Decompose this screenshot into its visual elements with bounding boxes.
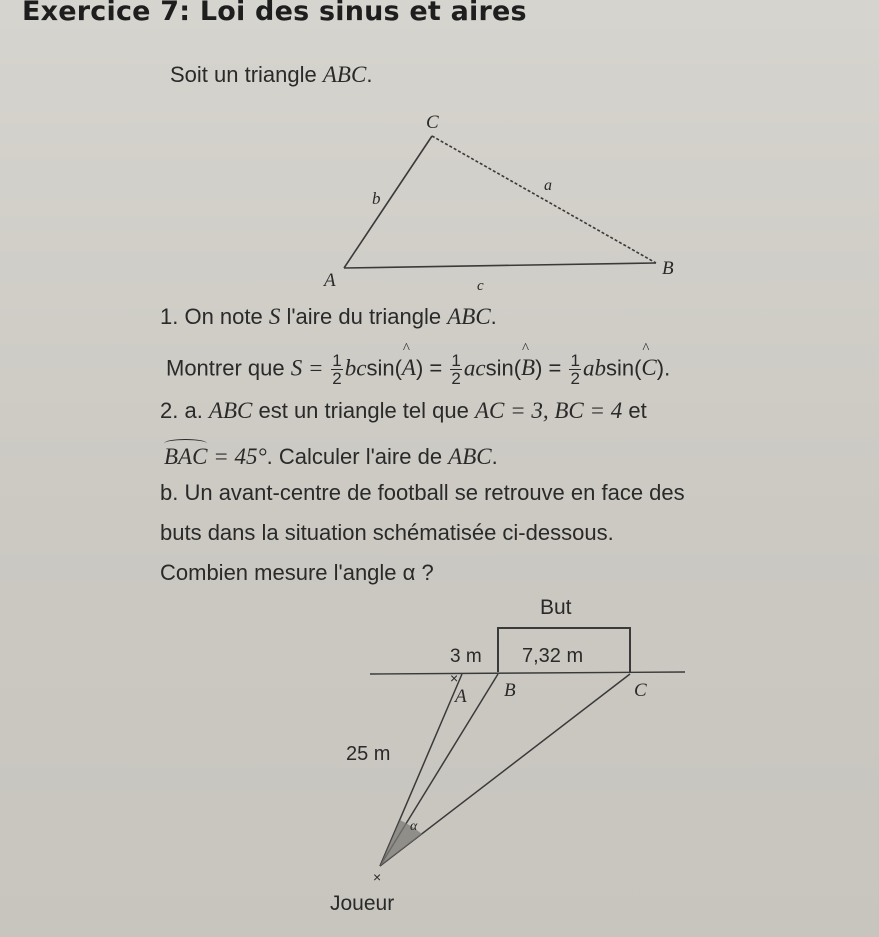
fraction-numerator: 1	[332, 351, 342, 370]
paren-open: (	[513, 355, 522, 381]
angle-c-hat: ^ C	[641, 355, 656, 381]
q2a-text1: est un triangle tel que	[252, 398, 475, 423]
q1-s-eq: S =	[290, 355, 330, 381]
but-label: But	[540, 596, 572, 619]
intro-line	[170, 62, 372, 88]
point-c-label: C	[634, 680, 647, 701]
side-c-line	[344, 263, 656, 268]
exercise-title: Exercice 7: Loi des sinus et aires	[22, 0, 527, 27]
fraction-denominator: 2	[332, 369, 342, 388]
fraction-numerator: 1	[570, 351, 580, 370]
term1-vars: bc	[344, 355, 367, 381]
sin-1: sin	[366, 355, 395, 381]
equals-2: =	[542, 355, 568, 381]
intro-prefix: Soit un triangle	[170, 62, 323, 87]
point-b-label: B	[504, 680, 516, 701]
q2a-text2: et	[622, 398, 647, 423]
q1-formula-end: .	[664, 355, 671, 381]
side-c-label: c	[477, 278, 484, 294]
paren-close: )	[656, 355, 665, 381]
half-fraction-2	[450, 352, 461, 387]
point-a-label: A	[455, 686, 467, 707]
angle-a-hat: ^ A	[402, 355, 416, 381]
fraction-denominator: 2	[570, 369, 580, 388]
paren-close: )	[535, 355, 543, 381]
term2-vars: ac	[463, 355, 486, 381]
q2b-line1: b. Un avant-centre de football se retrouve en face des	[160, 480, 685, 505]
vertex-b-label: B	[662, 258, 674, 279]
q1-mid: l'aire du triangle	[280, 304, 448, 329]
half-fraction-3	[569, 352, 580, 387]
q2b-line3: Combien mesure l'angle α ?	[160, 560, 434, 585]
vertex-a-label: A	[324, 270, 336, 291]
q2a-triangle-name-2: ABC	[448, 444, 492, 469]
q2a-label: 2. a.	[160, 398, 209, 423]
side-a-label: a	[544, 177, 552, 194]
side-b-line	[344, 136, 432, 268]
angle-bac: BAC	[164, 444, 208, 469]
dist-3m-label: 3 m	[450, 646, 482, 667]
fraction-denominator: 2	[451, 369, 461, 388]
line-a-player	[380, 674, 462, 866]
dist-25m-label: 25 m	[346, 743, 391, 765]
sin-3: sin	[605, 355, 635, 381]
q2b-line2: buts dans la situation schématisée ci-dessous.	[160, 520, 614, 545]
side-a-line	[432, 136, 656, 263]
q1-line1	[160, 304, 497, 330]
q2a-line2	[164, 444, 498, 470]
q2a-text3: . Calculer l'aire de	[266, 444, 449, 469]
half-fraction-1	[331, 352, 342, 387]
paren-open: (	[394, 355, 402, 381]
intro-triangle-name: ABC	[322, 62, 367, 87]
q2a-side-values: AC = 3, BC = 4	[474, 398, 623, 423]
player-label: Joueur	[330, 892, 395, 915]
football-figure	[300, 590, 720, 930]
paren-open: (	[634, 355, 642, 381]
player-cross: ×	[373, 869, 382, 885]
q1-formula-line	[166, 352, 670, 387]
fraction-numerator: 1	[451, 351, 461, 370]
sin-2: sin	[485, 355, 514, 381]
goal-width-label: 7,32 m	[522, 645, 584, 667]
angle-bac-value: = 45°	[207, 444, 267, 469]
angle-b-hat: ^ B	[521, 355, 535, 381]
q1-triangle-name: ABC	[447, 304, 491, 329]
goal-line	[370, 672, 685, 674]
vertex-c-label: C	[426, 112, 439, 133]
q1-end: .	[490, 304, 497, 329]
q1-symbol-s: S	[268, 304, 281, 329]
cross-mark-a: ×	[450, 670, 459, 686]
paren-close: )	[415, 355, 424, 381]
side-b-label: b	[372, 189, 381, 208]
q1-show-prefix: Montrer que	[166, 355, 291, 381]
alpha-label: α	[410, 819, 418, 834]
equals-1: =	[423, 355, 449, 381]
intro-suffix: .	[366, 62, 373, 87]
q2a-end: .	[491, 444, 498, 469]
q2a-triangle-name: ABC	[208, 398, 253, 423]
term3-vars: ab	[582, 355, 606, 381]
q2a-line1	[160, 398, 647, 424]
q1-prefix: 1. On note	[160, 304, 269, 329]
triangle-figure	[300, 100, 700, 300]
